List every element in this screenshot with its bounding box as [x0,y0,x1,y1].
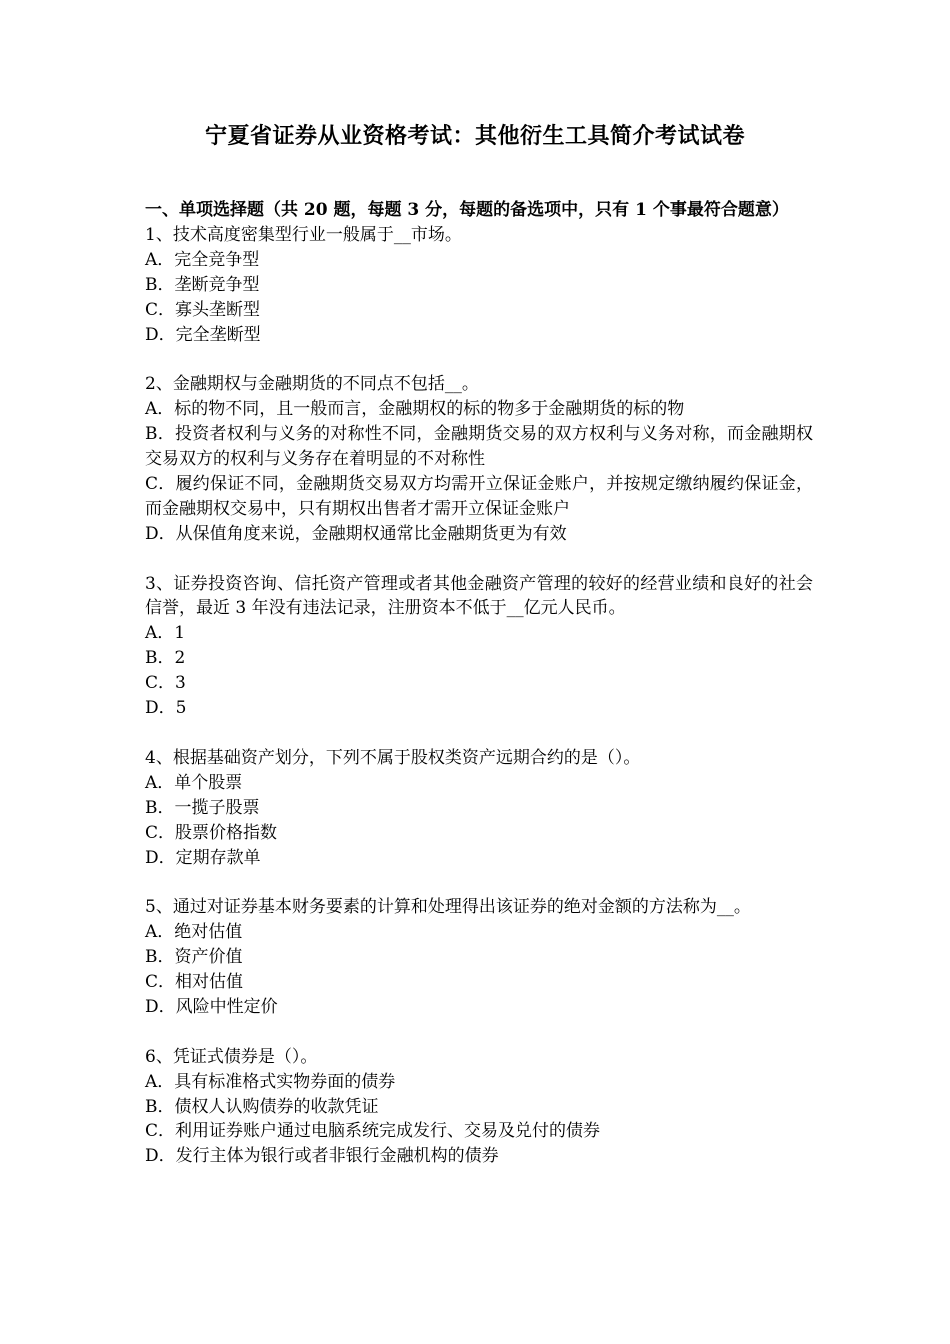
option-d: D．定期存款单 [145,847,261,868]
option-b: B．垄断竞争型 [145,274,260,295]
option-c: C．3 [145,673,186,694]
question-2 [145,372,813,546]
question-3 [145,572,813,721]
document-body [145,198,813,1169]
option-c: C．利用证券账户通过电脑系统完成发行、交易及兑付的债券 [145,1121,601,1142]
question-stem: 6、凭证式债券是（）。 [145,1046,318,1067]
option-d: D．完全垄断型 [145,324,261,345]
question-stem: 1、技术高度密集型行业一般属于__市场。 [145,224,462,245]
question-1 [145,223,813,348]
question-stem: 2、金融期权与金融期货的不同点不包括__。 [145,374,479,395]
option-a: A．具有标准格式实物券面的债券 [145,1071,396,1092]
question-6 [145,1045,813,1170]
option-b: B．一揽子股票 [145,797,260,818]
document-title: 宁夏省证券从业资格考试：其他衍生工具简介考试试卷 [204,123,745,149]
option-c: C．相对估值 [145,972,244,993]
option-b: B．债权人认购债券的收款凭证 [145,1096,379,1117]
option-c: C．履约保证不同，金融期货交易双方均需开立保证金账户，并按规定缴纳履约保证金，而金融期权交易中，只有期权出售者才需开立保证金账户 [145,473,813,519]
question-stem: 4、根据基础资产划分，下列不属于股权类资产远期合约的是（）。 [145,747,641,768]
option-a: A．完全竞争型 [145,249,260,270]
option-a: A．标的物不同，且一般而言，金融期权的标的物多于金融期货的标的物 [145,399,685,420]
question-stem: 5、通过对证券基本财务要素的计算和处理得出该证券的绝对金额的方法称为__。 [145,897,751,918]
option-d: D．发行主体为银行或者非银行金融机构的债券 [145,1146,499,1167]
option-a: A．1 [145,623,186,644]
question-stem: 3、证券投资咨询、信托资产管理或者其他金融资产管理的较好的经营业绩和良好的社会信誉，最近 3 年没有违法记录，注册资本不低于__亿元人民币。 [145,573,813,619]
option-d: D．5 [145,698,187,719]
question-5 [145,895,813,1020]
question-list [145,223,813,1169]
section-heading: 一、单项选择题（共 20 题，每题 3 分，每题的备选项中，只有 1 个事最符合题意） [145,200,789,220]
option-a: A．单个股票 [145,772,243,793]
option-c: C．股票价格指数 [145,822,278,843]
option-d: D．从保值角度来说，金融期权通常比金融期货更为有效 [145,523,567,544]
option-b: B．2 [145,648,186,669]
option-d: D．风险中性定价 [145,996,278,1017]
option-a: A．绝对估值 [145,922,243,943]
option-b: B．资产价值 [145,947,243,968]
question-4 [145,746,813,871]
option-b: B．投资者权利与义务的对称性不同，金融期货交易的双方权利与义务对称，而金融期权交易双方的权利与义务存在着明显的不对称性 [145,424,813,470]
option-c: C．寡头垄断型 [145,299,261,320]
